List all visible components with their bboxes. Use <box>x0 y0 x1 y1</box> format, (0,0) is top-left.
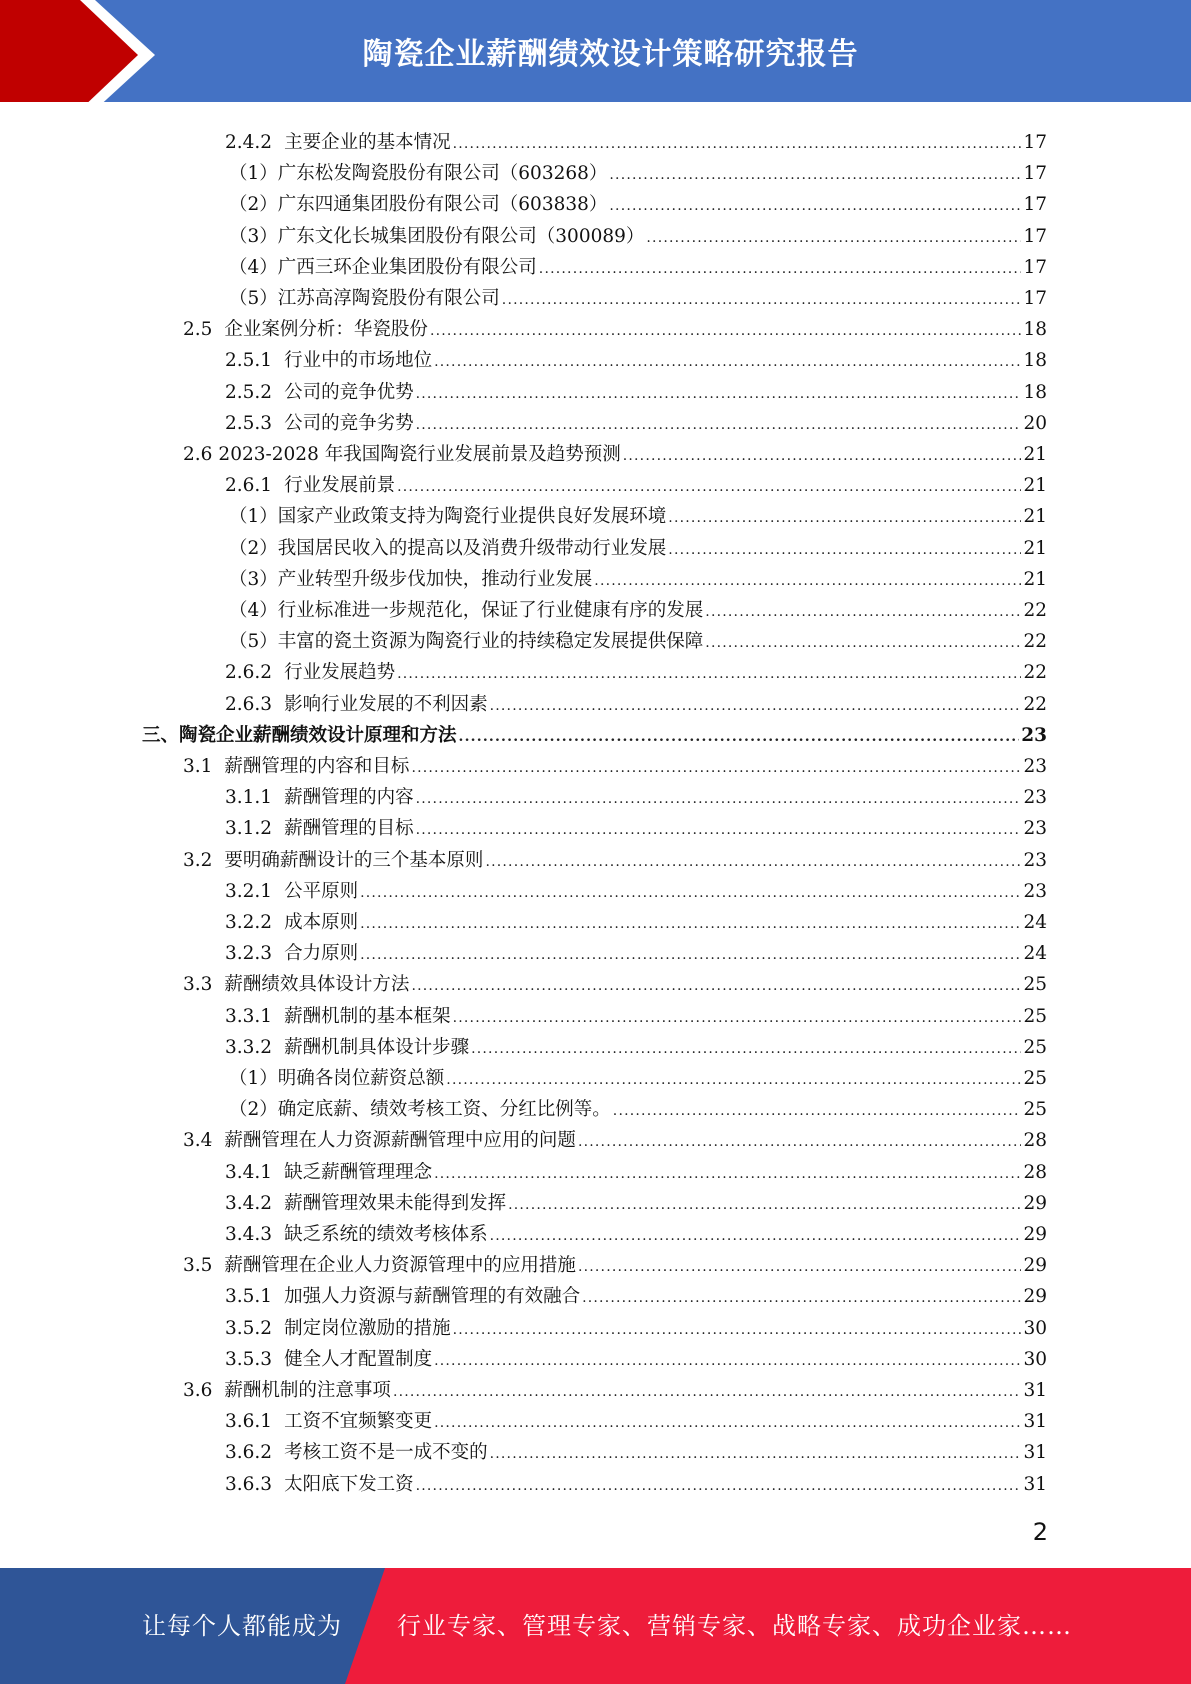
toc-entry-page: 22 <box>1023 631 1047 653</box>
toc-entry-number: 3.3.2 <box>225 1036 273 1058</box>
toc-entry[interactable] <box>229 221 1047 252</box>
toc-entry[interactable] <box>229 564 1047 595</box>
toc-entry-page: 17 <box>1023 132 1047 153</box>
toc-entry-page: 21 <box>1023 506 1047 528</box>
toc-entry-number: （5） <box>229 631 278 653</box>
toc-entry[interactable] <box>229 1063 1047 1094</box>
toc-dot-leader <box>668 535 1021 566</box>
toc-entry[interactable] <box>225 1219 1047 1250</box>
toc-entry-label: 行业发展趋势 <box>284 662 396 684</box>
toc-entry-label: 明确各岗位薪资总额 <box>277 1068 445 1089</box>
toc-entry-number: 3.1.1 <box>225 787 273 809</box>
toc-entry[interactable] <box>229 189 1047 220</box>
toc-entry-label: 薪酬机制具体设计步骤 <box>284 1036 470 1058</box>
page-footer <box>0 1568 1191 1684</box>
page-number: 2 <box>1032 1518 1048 1546</box>
toc-entry-number: （1） <box>229 1068 278 1089</box>
toc-entry-label: 合力原则 <box>284 943 359 965</box>
toc-entry-page: 31 <box>1023 1411 1047 1433</box>
toc-entry-label: 国家产业政策支持为陶瓷行业提供良好发展环境 <box>277 506 667 528</box>
toc-entry-label: 2023-2028 年我国陶瓷行业发展前景及趋势预测 <box>218 444 621 465</box>
toc-entry-label: 行业发展前景 <box>284 475 396 497</box>
toc-entry[interactable] <box>225 1188 1047 1219</box>
toc-entry-number: 3.6.2 <box>225 1442 273 1464</box>
toc-entry-number: 2.6 <box>183 444 213 465</box>
toc-entry-label: 缺乏薪酬管理理念 <box>284 1161 433 1183</box>
toc-dot-leader <box>623 441 1022 472</box>
toc-entry-label: 公平原则 <box>284 880 359 902</box>
toc-entry-number: 2.6.2 <box>225 662 273 684</box>
toc-entry[interactable] <box>183 1375 1047 1406</box>
toc-entry[interactable] <box>225 907 1047 938</box>
toc-entry-label: 影响行业发展的不利因素 <box>284 693 488 715</box>
toc-entry-label: 公司的竞争优势 <box>284 381 414 403</box>
toc-entry-page: 25 <box>1023 974 1047 996</box>
report-title: 陶瓷企业薪酬绩效设计策略研究报告 <box>362 37 859 72</box>
toc-entry-number: 2.5 <box>183 319 213 341</box>
toc-entry-page: 23 <box>1021 724 1047 746</box>
toc-entry[interactable] <box>225 813 1047 844</box>
toc-dot-leader <box>705 597 1021 628</box>
toc-entry[interactable] <box>225 782 1047 813</box>
toc-entry[interactable] <box>225 377 1047 408</box>
toc-entry-number: （2） <box>229 194 278 216</box>
toc-entry-page: 22 <box>1023 693 1047 715</box>
toc-entry-label: 要明确薪酬设计的三个基本原则 <box>224 849 484 871</box>
toc-entry-page: 31 <box>1023 1380 1047 1401</box>
page-header <box>0 0 1191 110</box>
toc-entry[interactable] <box>225 938 1047 969</box>
toc-dot-leader <box>609 160 1021 191</box>
toc-entry-number: 3.1.2 <box>225 818 273 840</box>
toc-dot-leader <box>582 1283 1021 1314</box>
toc-entry[interactable] <box>229 501 1047 532</box>
toc-entry[interactable] <box>183 751 1047 782</box>
toc-entry-label: 考核工资不是一成不变的 <box>284 1442 488 1464</box>
toc-dot-leader <box>613 1096 1022 1127</box>
toc-entry-number: 3.6.1 <box>225 1411 273 1433</box>
toc-entry-page: 21 <box>1023 444 1047 465</box>
toc-entry-page: 17 <box>1023 288 1047 309</box>
toc-entry-page: 18 <box>1023 381 1047 403</box>
toc-entry[interactable] <box>229 158 1047 189</box>
toc-dot-leader <box>416 379 1022 410</box>
toc-entry-page: 22 <box>1023 662 1047 684</box>
toc-dot-leader <box>578 1127 1022 1158</box>
toc-entry-number: （2） <box>229 1099 278 1121</box>
toc-entry-page: 18 <box>1023 350 1047 372</box>
footer-slogan-right: 行业专家、管理专家、营销专家、战略专家、成功企业家…… <box>397 1612 1072 1640</box>
toc-dot-leader <box>490 691 1022 722</box>
toc-dot-leader <box>490 1439 1022 1470</box>
toc-entry-page: 23 <box>1023 880 1047 902</box>
toc-entry-page: 30 <box>1023 1348 1047 1370</box>
toc-entry-page: 17 <box>1023 225 1047 247</box>
toc-dot-leader <box>360 909 1021 940</box>
toc-entry-label: 加强人力资源与薪酬管理的有效融合 <box>284 1286 581 1308</box>
toc-dot-leader <box>434 347 1021 378</box>
toc-entry-page: 31 <box>1023 1442 1047 1464</box>
toc-entry-label: 公司的竞争劣势 <box>284 412 414 434</box>
toc-entry-number: （5） <box>229 288 278 309</box>
toc-entry-label: 行业标准进一步规范化，保证了行业健康有序的发展 <box>277 600 704 621</box>
toc-entry[interactable] <box>229 595 1047 626</box>
toc-entry[interactable] <box>229 533 1047 564</box>
toc-entry-label: 薪酬机制的基本框架 <box>284 1005 451 1027</box>
toc-entry-page: 29 <box>1023 1255 1047 1277</box>
toc-entry-number: 3.4.2 <box>225 1192 273 1214</box>
toc-entry-label: 薪酬绩效具体设计方法 <box>224 974 410 996</box>
toc-entry-label: 健全人才配置制度 <box>284 1348 433 1370</box>
toc-entry-label: 广西三环企业集团股份有限公司 <box>277 256 537 278</box>
toc-entry-number: （3） <box>229 225 278 247</box>
toc-entry[interactable] <box>225 408 1047 439</box>
toc-entry[interactable] <box>225 1344 1047 1375</box>
toc-dot-leader <box>668 503 1021 534</box>
toc-dot-leader <box>434 1346 1021 1377</box>
toc-dot-leader <box>490 1221 1022 1252</box>
toc-entry-page: 23 <box>1023 787 1047 809</box>
toc-entry-page: 28 <box>1023 1161 1047 1183</box>
toc-entry-page: 22 <box>1023 600 1047 621</box>
toc-entry-number: 3.2 <box>183 849 213 871</box>
toc-dot-leader <box>416 410 1022 441</box>
toc-entry-page: 23 <box>1023 818 1047 840</box>
toc-entry-page: 23 <box>1023 849 1047 871</box>
toc-entry-page: 25 <box>1023 1036 1047 1058</box>
toc-entry-page: 29 <box>1023 1192 1047 1214</box>
toc-entry-page: 17 <box>1023 163 1047 185</box>
toc-entry[interactable] <box>229 252 1047 283</box>
toc-entry-label: 薪酬管理的内容和目标 <box>224 756 410 777</box>
toc-entry-number: 2.5.1 <box>225 350 273 372</box>
toc-entry-label: 工资不宜频繁变更 <box>284 1411 433 1433</box>
toc-entry[interactable] <box>183 969 1047 1000</box>
toc-entry[interactable] <box>225 1032 1047 1063</box>
toc-entry-page: 30 <box>1023 1317 1047 1339</box>
toc-entry-label: 薪酬管理的内容 <box>284 787 414 809</box>
toc-entry[interactable] <box>225 1001 1047 1032</box>
toc-entry[interactable] <box>229 1094 1047 1125</box>
toc-entry[interactable] <box>183 439 1047 470</box>
toc-entry-label: 制定岗位激励的措施 <box>284 1317 451 1339</box>
toc-entry-page: 25 <box>1023 1068 1047 1089</box>
toc-entry[interactable] <box>229 626 1047 657</box>
toc-entry-number: （3） <box>229 568 278 590</box>
toc-entry-number: 3.2.2 <box>225 912 273 933</box>
toc-entry-label: 行业中的市场地位 <box>284 350 433 372</box>
toc-entry[interactable] <box>225 470 1047 501</box>
toc-entry-label: 薪酬管理的目标 <box>284 818 414 840</box>
toc-dot-leader <box>397 472 1021 503</box>
toc-entry-number: 3.5.1 <box>225 1286 273 1308</box>
toc-entry[interactable] <box>225 1469 1047 1500</box>
toc-dot-leader <box>502 285 1022 316</box>
toc-entry-label: 丰富的瓷土资源为陶瓷行业的持续稳定发展提供保障 <box>277 631 704 653</box>
toc-dot-leader <box>393 1377 1022 1408</box>
toc-dot-leader <box>453 1003 1022 1034</box>
toc-dot-leader <box>459 722 1020 753</box>
toc-entry-page: 17 <box>1023 256 1047 278</box>
toc-entry-page: 25 <box>1023 1005 1047 1027</box>
toc-entry-number: 三、 <box>142 724 180 746</box>
toc-entry-label: 陶瓷企业薪酬绩效设计原理和方法 <box>179 724 457 746</box>
toc-entry-number: 3.3.1 <box>225 1005 273 1027</box>
toc-dot-leader <box>434 1408 1021 1439</box>
toc-dot-leader <box>453 129 1022 160</box>
toc-entry-number: （4） <box>229 600 278 621</box>
toc-entry-page: 28 <box>1023 1130 1047 1152</box>
toc-entry-number: 3.4 <box>183 1130 213 1152</box>
toc-entry-page: 20 <box>1023 412 1047 434</box>
toc-entry[interactable] <box>225 1157 1047 1188</box>
toc-dot-leader <box>411 971 1021 1002</box>
toc-entry-label: 薪酬管理在人力资源薪酬管理中应用的问题 <box>224 1130 576 1152</box>
toc-entry-page: 21 <box>1023 537 1047 559</box>
toc-entry-number: 3.3 <box>183 974 213 996</box>
toc-entry[interactable] <box>225 876 1047 907</box>
toc-entry-page: 21 <box>1023 475 1047 497</box>
toc-entry-page: 18 <box>1023 319 1047 341</box>
toc-entry-number: 3.5 <box>183 1255 213 1277</box>
toc-entry-page: 29 <box>1023 1224 1047 1245</box>
toc-dot-leader <box>705 628 1021 659</box>
toc-entry[interactable] <box>225 1281 1047 1312</box>
toc-entry[interactable] <box>225 657 1047 688</box>
toc-dot-leader <box>416 784 1022 815</box>
toc-entry-page: 21 <box>1023 568 1047 590</box>
toc-dot-leader <box>416 815 1022 846</box>
toc-entry-page: 31 <box>1023 1473 1047 1495</box>
toc-entry-number: 3.4.1 <box>225 1161 273 1183</box>
toc-entry-label: 缺乏系统的绩效考核体系 <box>284 1224 488 1245</box>
toc-entry-label: 薪酬管理效果未能得到发挥 <box>284 1192 507 1214</box>
toc-entry-page: 24 <box>1023 943 1047 965</box>
toc-dot-leader <box>539 254 1022 285</box>
toc-entry-number: 3.5.2 <box>225 1317 273 1339</box>
toc-entry[interactable] <box>142 720 1047 751</box>
toc-entry-number: 3.6 <box>183 1380 213 1401</box>
toc-entry-number: 3.2.3 <box>225 943 273 965</box>
toc-entry-number: 2.6.3 <box>225 693 273 715</box>
toc-dot-leader <box>453 1315 1022 1346</box>
toc-entry-number: 2.6.1 <box>225 475 273 497</box>
toc-entry-label: 薪酬机制的注意事项 <box>224 1380 391 1401</box>
toc-entry-number: （1） <box>229 163 278 185</box>
toc-entry-label: 成本原则 <box>284 912 359 933</box>
toc-entry-number: 2.4.2 <box>225 132 273 153</box>
toc-entry-label: 太阳底下发工资 <box>284 1473 414 1495</box>
toc-entry[interactable] <box>183 1250 1047 1281</box>
toc-entry-label: 广东四通集团股份有限公司（603838） <box>277 194 608 216</box>
toc-dot-leader <box>434 1159 1021 1190</box>
toc-entry[interactable] <box>225 1313 1047 1344</box>
toc-dot-leader <box>411 753 1021 784</box>
toc-entry[interactable] <box>225 689 1047 720</box>
toc-entry-number: （1） <box>229 506 278 528</box>
toc-entry-label: 主要企业的基本情况 <box>284 132 451 153</box>
toc-dot-leader <box>446 1065 1021 1096</box>
toc-entry-number: （2） <box>229 537 278 559</box>
toc-entry-number: 2.5.2 <box>225 381 273 403</box>
toc-entry[interactable] <box>225 1437 1047 1468</box>
toc-entry-label: 我国居民收入的提高以及消费升级带动行业发展 <box>277 537 667 559</box>
toc-dot-leader <box>360 940 1021 971</box>
toc-dot-leader <box>594 566 1021 597</box>
toc-entry-page: 23 <box>1023 756 1047 777</box>
toc-entry[interactable] <box>183 1125 1047 1156</box>
toc-dot-leader <box>360 878 1021 909</box>
toc-entry-label: 广东文化长城集团股份有限公司（300089） <box>277 225 645 247</box>
toc-dot-leader <box>578 1252 1022 1283</box>
toc-entry-label: 产业转型升级步伐加快，推动行业发展 <box>277 568 593 590</box>
toc-entry-page: 24 <box>1023 912 1047 933</box>
toc-entry[interactable] <box>225 345 1047 376</box>
toc-entry-label: 薪酬管理在企业人力资源管理中的应用措施 <box>224 1255 576 1277</box>
toc-entry-label: 江苏高淳陶瓷股份有限公司 <box>277 288 500 309</box>
footer-slogan-left: 让每个人都能成为 <box>142 1612 342 1640</box>
toc-entry-number: 3.1 <box>183 756 213 777</box>
toc-dot-leader <box>609 191 1021 222</box>
toc-entry[interactable] <box>183 314 1047 345</box>
toc-dot-leader <box>471 1034 1021 1065</box>
toc-entry-label: 确定底薪、绩效考核工资、分红比例等。 <box>277 1099 611 1121</box>
toc-entry[interactable] <box>183 845 1047 876</box>
toc-entry[interactable] <box>225 127 1047 158</box>
toc-entry[interactable] <box>229 283 1047 314</box>
toc-entry-number: 3.4.3 <box>225 1224 273 1245</box>
toc-entry-label: 广东松发陶瓷股份有限公司（603268） <box>277 163 608 185</box>
toc-entry-page: 29 <box>1023 1286 1047 1308</box>
toc-entry-page: 25 <box>1023 1099 1047 1121</box>
toc-dot-leader <box>397 659 1021 690</box>
toc-dot-leader <box>646 223 1021 254</box>
toc-entry-number: 3.5.3 <box>225 1348 273 1370</box>
toc-entry-number: 3.6.3 <box>225 1473 273 1495</box>
toc-entry-label: 企业案例分析：华瓷股份 <box>224 319 428 341</box>
toc-entry-number: （4） <box>229 256 278 278</box>
toc-entry-page: 17 <box>1023 194 1047 216</box>
toc-dot-leader <box>416 1471 1022 1502</box>
toc-dot-leader <box>430 316 1022 347</box>
toc-entry-number: 2.5.3 <box>225 412 273 434</box>
toc-entry[interactable] <box>225 1406 1047 1437</box>
toc-dot-leader <box>485 847 1021 878</box>
toc-dot-leader <box>508 1190 1021 1221</box>
toc-entry-number: 3.2.1 <box>225 880 273 902</box>
